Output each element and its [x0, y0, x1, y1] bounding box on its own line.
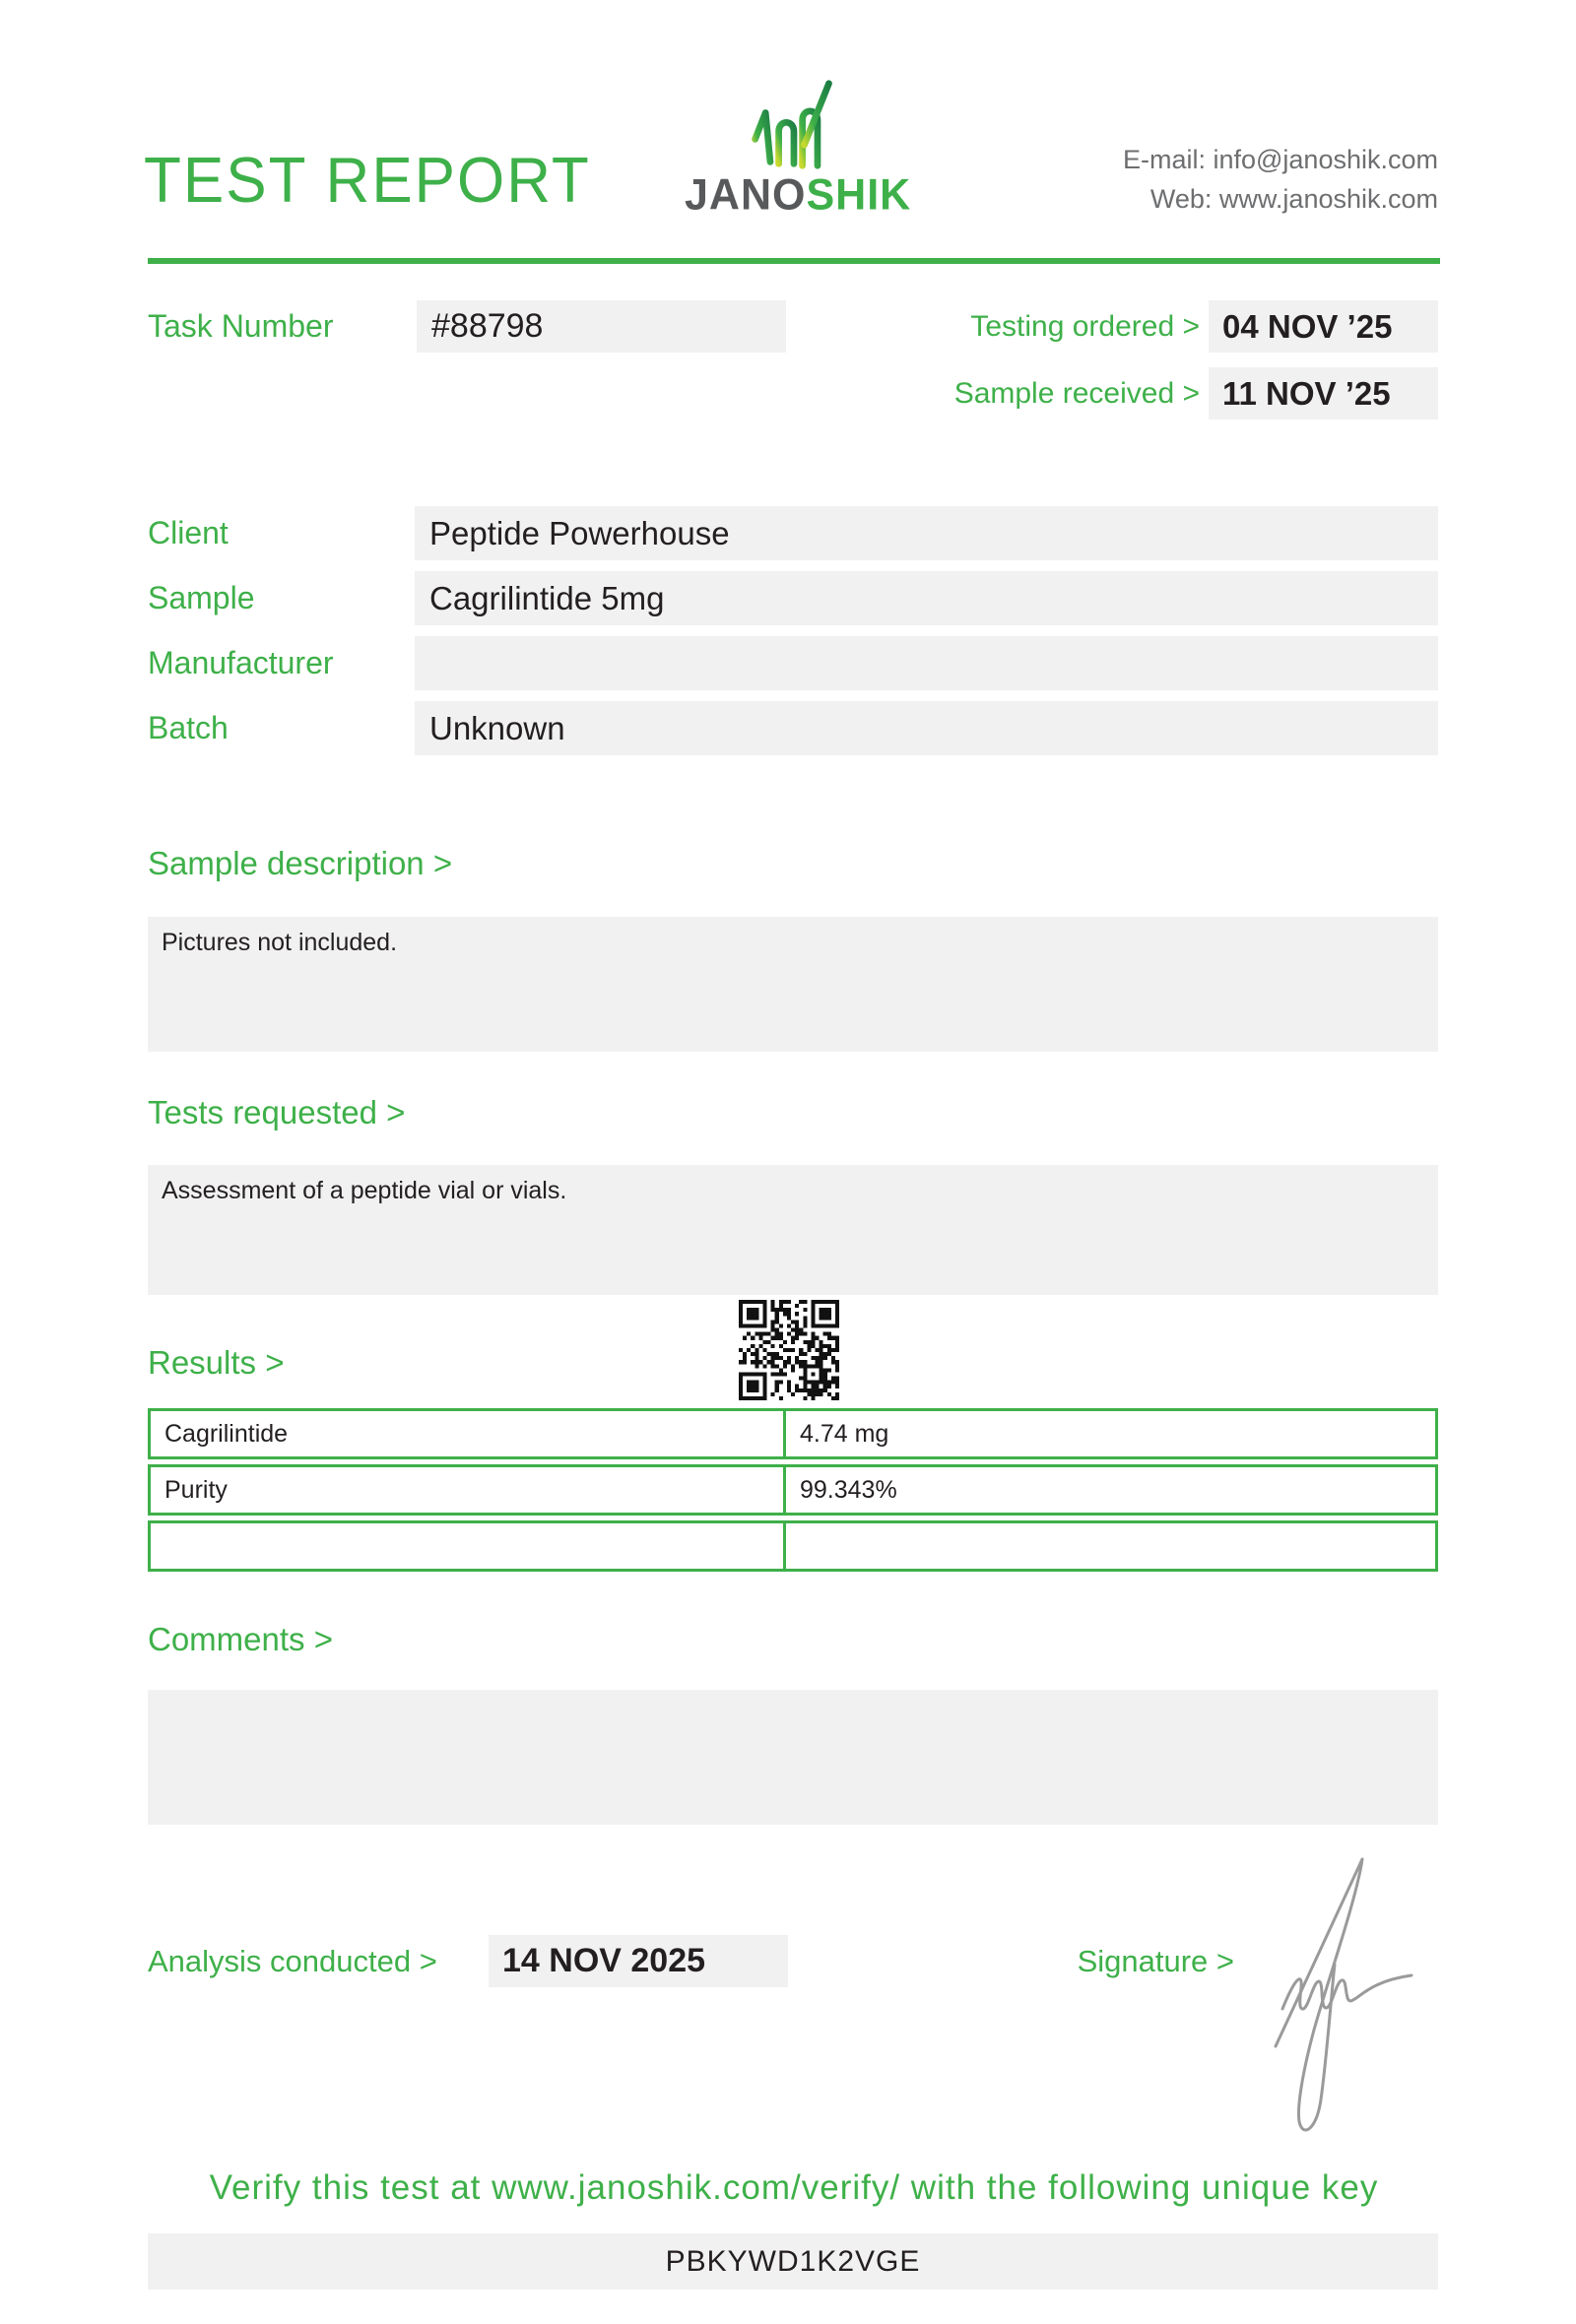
- analysis-date-field: [489, 1935, 788, 1987]
- page-title: TEST REPORT: [144, 145, 591, 217]
- batch-field: [415, 701, 1438, 755]
- sample-info-table: [148, 506, 1438, 766]
- logo-wordmark: [685, 170, 912, 221]
- contact-block: [1123, 140, 1438, 219]
- results-table: [148, 1408, 1438, 1577]
- info-row-sample: [148, 571, 1438, 625]
- task-number-label: Task Number: [148, 308, 334, 344]
- task-number-field: [417, 300, 786, 353]
- result-name: Purity: [164, 1476, 228, 1504]
- analysis-conducted-label: Analysis conducted >: [148, 1944, 437, 1978]
- result-name-cell: [148, 1520, 786, 1572]
- header-divider: [148, 258, 1440, 264]
- logo-text-jano: JANO: [685, 170, 807, 220]
- result-value-cell: [786, 1520, 1438, 1572]
- result-name-cell: [148, 1408, 786, 1459]
- client-label: Client: [148, 515, 229, 550]
- testing-ordered-field: [1209, 300, 1438, 353]
- testing-ordered-value: 04 NOV ’25: [1222, 308, 1393, 345]
- task-number-value: #88798: [431, 307, 544, 345]
- verify-key-field: [148, 2233, 1438, 2290]
- comments-text: [148, 1690, 1438, 1702]
- janoshik-logo: [685, 77, 912, 220]
- contact-web: Web: www.janoshik.com: [1149, 184, 1438, 214]
- manufacturer-label: Manufacturer: [148, 645, 334, 680]
- info-row-manufacturer: [148, 636, 1438, 690]
- qr-code: [739, 1300, 839, 1400]
- comments-heading: Comments >: [148, 1621, 333, 1657]
- result-value-cell: [786, 1464, 1438, 1516]
- batch-label: Batch: [148, 710, 229, 745]
- sample-description-heading: Sample description >: [148, 845, 453, 881]
- sample-received-value: 11 NOV ’25: [1222, 375, 1391, 412]
- sample-received-field: [1209, 367, 1438, 420]
- signature-label: Signature >: [1077, 1944, 1234, 1978]
- logo-text-shik: SHIK: [806, 170, 912, 220]
- client-field: [415, 506, 1438, 560]
- sample-description-panel: [148, 917, 1438, 1052]
- result-value-cell: [786, 1408, 1438, 1459]
- results-heading: Results >: [148, 1344, 285, 1381]
- table-row: [148, 1408, 1438, 1459]
- info-row-batch: [148, 701, 1438, 755]
- analysis-date-value: 14 NOV 2025: [502, 1942, 706, 1979]
- batch-value: Unknown: [429, 710, 565, 746]
- signature-scribble: [1246, 1832, 1423, 2147]
- result-value: 4.74 mg: [800, 1420, 889, 1448]
- tests-requested-panel: [148, 1165, 1438, 1295]
- logo-chart-arrow-icon: [746, 77, 840, 171]
- table-row: [148, 1520, 1438, 1572]
- tests-requested-text: Assessment of a peptide vial or vials.: [162, 1177, 567, 1204]
- tests-requested-heading: Tests requested >: [148, 1094, 406, 1130]
- client-value: Peptide Powerhouse: [429, 515, 730, 551]
- result-name-cell: [148, 1464, 786, 1516]
- comments-panel: [148, 1690, 1438, 1825]
- result-name: Cagrilintide: [164, 1420, 289, 1448]
- sample-field: [415, 571, 1438, 625]
- result-value: 99.343%: [800, 1476, 897, 1504]
- contact-email: E-mail: info@janoshik.com: [1122, 145, 1438, 174]
- sample-received-label: Sample received >: [953, 377, 1200, 410]
- verify-instruction: Verify this test at www.janoshik.com/verify/ with the following unique key: [209, 2168, 1379, 2207]
- sample-description-text: Pictures not included.: [162, 929, 398, 956]
- manufacturer-field: [415, 636, 1438, 690]
- sample-label: Sample: [148, 580, 255, 615]
- verify-key-value: PBKYWD1K2VGE: [665, 2245, 921, 2278]
- info-row-client: [148, 506, 1438, 560]
- testing-ordered-label: Testing ordered >: [970, 310, 1200, 343]
- table-row: [148, 1464, 1438, 1516]
- sample-value: Cagrilintide 5mg: [429, 580, 665, 616]
